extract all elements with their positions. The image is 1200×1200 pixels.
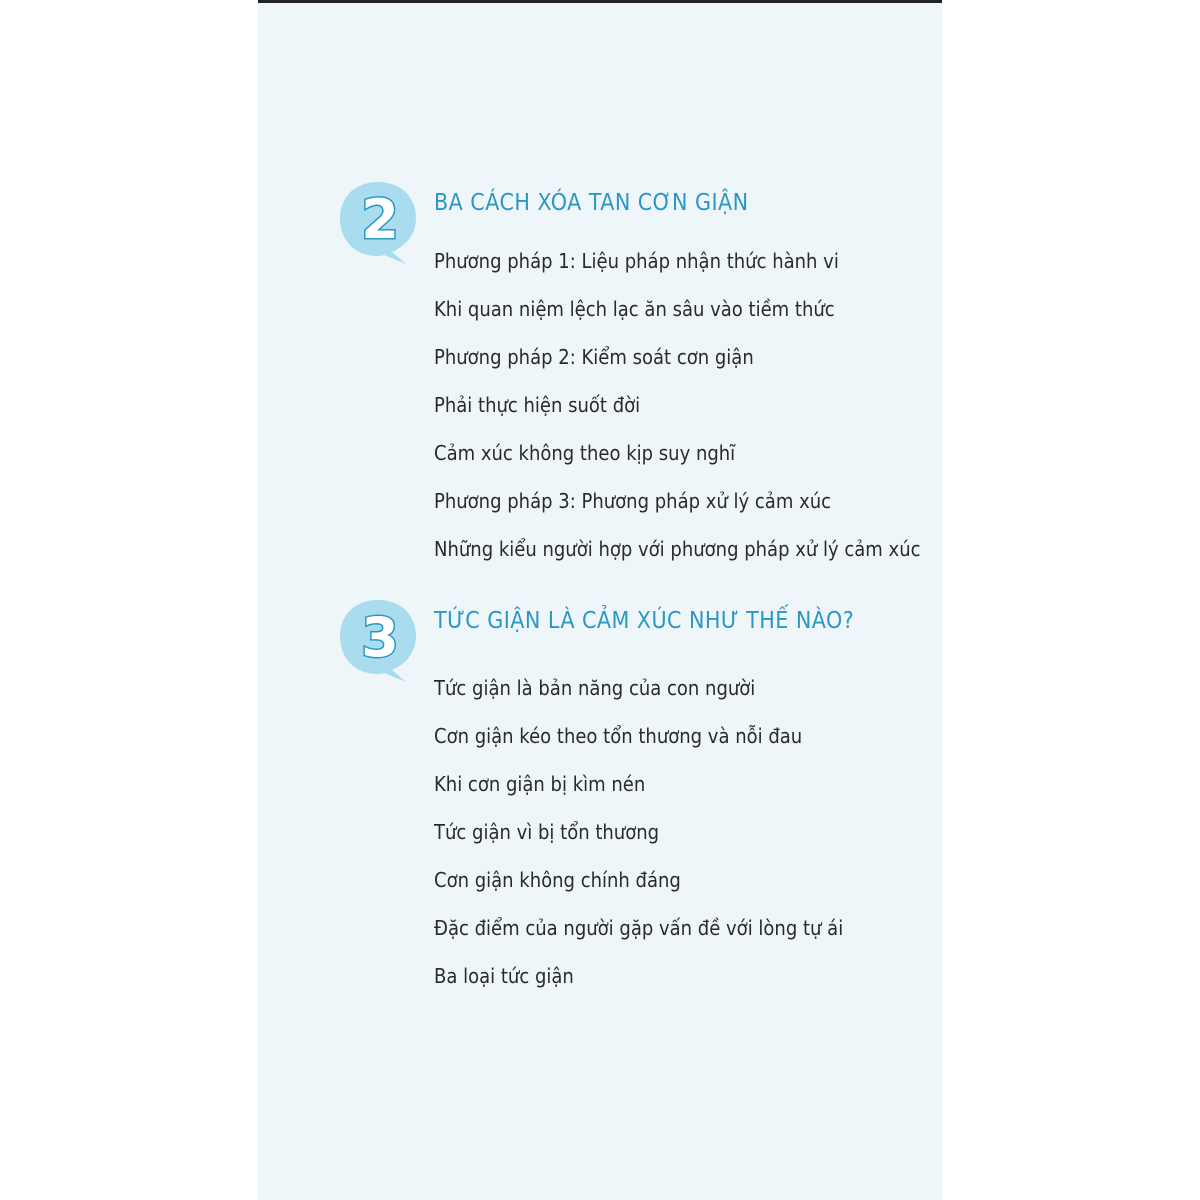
list-item: Đặc điểm của người gặp vấn đề với lòng tự ái <box>434 916 844 940</box>
list-item: Cơn giận không chính đáng <box>434 868 681 892</box>
list-item: Tức giận là bản năng của con người <box>434 676 756 700</box>
section-3-title: TỨC GIẬN LÀ CẢM XÚC NHƯ THẾ NÀO? <box>434 608 855 634</box>
list-item: Khi quan niệm lệch lạc ăn sâu vào tiềm thức <box>434 297 835 321</box>
list-item: Những kiểu người hợp với phương pháp xử lý cảm xúc <box>434 537 921 561</box>
list-item: Cảm xúc không theo kịp suy nghĩ <box>434 441 736 465</box>
list-item: Phương pháp 1: Liệu pháp nhận thức hành vi <box>434 249 839 273</box>
list-item: Phương pháp 3: Phương pháp xử lý cảm xúc <box>434 489 832 513</box>
list-item: Tức giận vì bị tổn thương <box>434 820 660 844</box>
section-2-title: BA CÁCH XÓA TAN CƠN GIẬN <box>434 190 749 216</box>
section-2-list <box>434 237 975 573</box>
section-3-number: 3 <box>361 606 399 669</box>
speech-bubble-badge <box>330 590 426 686</box>
section-2-number: 2 <box>361 188 399 251</box>
section-3-list <box>434 664 889 1000</box>
list-item: Phương pháp 2: Kiểm soát cơn giận <box>434 345 754 369</box>
speech-bubble-badge <box>330 172 426 268</box>
book-page <box>258 0 942 1200</box>
list-item: Khi cơn giận bị kìm nén <box>434 772 646 796</box>
top-edge <box>258 0 942 3</box>
list-item: Cơn giận kéo theo tổn thương và nỗi đau <box>434 724 803 748</box>
list-item: Ba loại tức giận <box>434 964 574 988</box>
list-item: Phải thực hiện suốt đời <box>434 393 641 417</box>
